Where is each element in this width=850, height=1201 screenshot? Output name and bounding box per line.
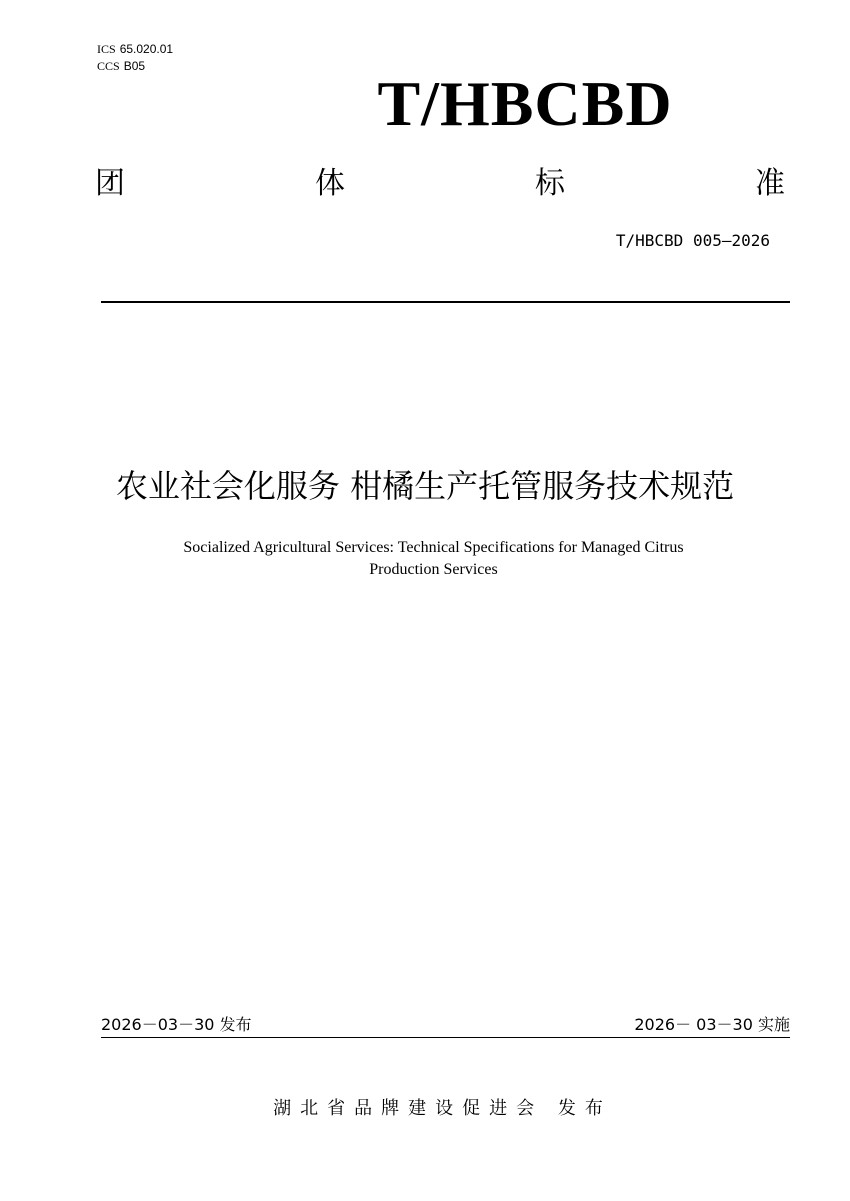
- standard-type-char: 标: [535, 166, 565, 201]
- publish-date: 2026－03－30 发布: [101, 1015, 252, 1034]
- ics-label: ICS: [97, 42, 116, 56]
- ics-code-line: [97, 41, 173, 58]
- document-title-chinese: 农业社会化服务 柑橘生产托管服务技术规范: [115, 467, 735, 505]
- document-title-english: [100, 537, 767, 581]
- classification-codes: [97, 41, 173, 75]
- header-divider: [101, 301, 790, 303]
- standard-number: T/HBCBD 005—2026: [615, 231, 770, 250]
- english-title-line: Production Services: [369, 561, 498, 578]
- implement-date: 2026－ 03－30 实施: [634, 1015, 790, 1034]
- standard-type-char: 体: [315, 166, 345, 201]
- ccs-code-line: [97, 58, 173, 75]
- footer-divider: [101, 1037, 790, 1038]
- standard-type-heading: [95, 162, 785, 206]
- standard-brand-mark: T/HBCBD: [377, 68, 673, 139]
- standard-type-char: 团: [95, 166, 125, 201]
- standard-type-char: 准: [755, 166, 785, 201]
- english-title-line: Socialized Agricultural Services: Technical Specifications for Managed Citrus: [183, 539, 684, 556]
- issuing-organization: 湖北省品牌建设促进会 发布: [273, 1098, 612, 1119]
- ccs-label: CCS: [97, 59, 120, 73]
- ccs-value: B05: [123, 59, 146, 73]
- ics-value: 65.020.01: [119, 42, 174, 56]
